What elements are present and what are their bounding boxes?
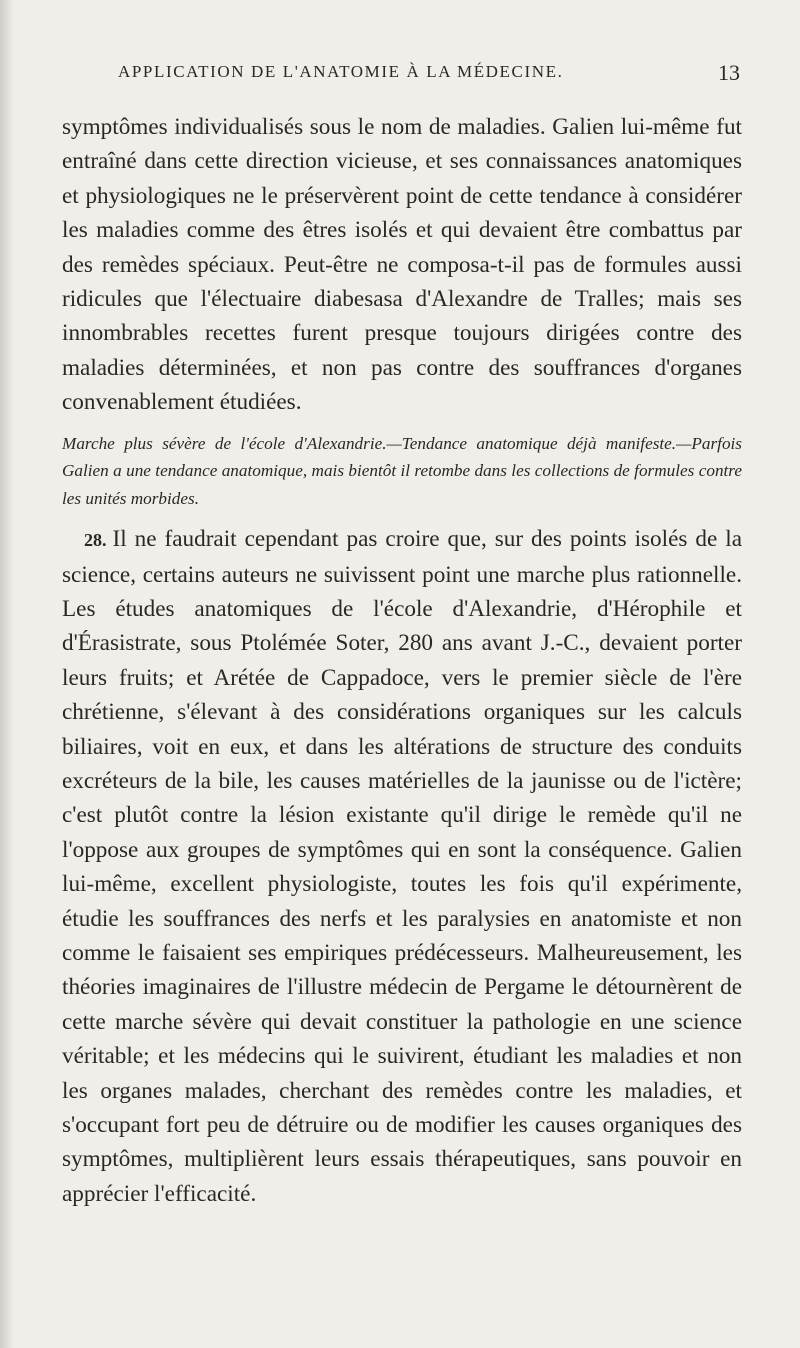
paragraph-continued: symptômes individualisés sous le nom de maladies. Galien lui-même fut entraîné dans cette direction vicieuse, et ses connaissances anatomiques et physiologiques ne le préservèrent point de cette tendance à considérer les maladies comme des êtres isolés et qui devaient être combattus par des remèdes spéciaux. Peut-être ne composa-t-il pas de formules aussi ridicules que l'électuaire diabesasa d'Alexandre de Tralles; mais ses innombrables recettes furent presque toujours dirigées contre des maladies déterminées, et non pas contre des souffrances d'organes convenablement étudiées. xyxy=(62,114,742,416)
paragraph-28 xyxy=(62,522,742,1211)
paragraph-number: 28. xyxy=(84,530,107,551)
page-number: 13 xyxy=(718,60,740,85)
marginal-summary: Marche plus sévère de l'école d'Alexandrie.—Tendance anatomique déjà manifeste.—Parfois Galien a une tendance anatomique, mais bientôt il retombe dans les collections de formules contre les unités morbides. xyxy=(62,433,742,508)
page-edge-shadow xyxy=(0,0,14,1348)
running-title: APPLICATION DE L'ANATOMIE À LA MÉDECINE. xyxy=(118,62,564,81)
paragraph-28-text: Il ne faudrait cependant pas croire que, sur des points isolés de la science, certains auteurs ne suivissent point une marche plus rationnelle. Les études anatomiques de l'école d'Alexandrie, d'Hérophile et d'Érasistrate, sous Ptolémée Soter, 280 ans avant J.-C., devaient porter leurs fruits; et Arétée de Cappadoce, vers le premier siècle de l'ère chrétienne, s'élevant à des considérations organiques sur les calculs biliaires, voit en eux, et dans les altérations de structure des conduits excréteurs de la bile, les causes matérielles de la jaunisse ou de l'ictère; c'est plutôt contre la lésion existante qu'il dirige le remède qu'il ne l'oppose aux groupes de symptômes qui en sont la conséquence. Galien lui-même, excellent physiologiste, toutes les fois qu'il expérimente, étudie les souffrances des nerfs et les paralysies en anatomiste et non comme le faisaient ses empiriques prédécesseurs. Malheureusement, les théories imaginaires de l'illustre médecin de Pergame le détournèrent de cette marche sévère qui devait constituer la pathologie en une science véritable; et les médecins qui le suivirent, étudiant les maladies et non les organes malades, cherchant des remèdes contre les maladies, et s'occupant fort peu de détruire ou de modifier les causes organiques des symptômes, multiplièrent leurs essais thérapeutiques, sans pouvoir en apprécier l'efficacité. xyxy=(62,526,742,1207)
body-text xyxy=(62,110,742,1211)
running-head xyxy=(118,62,740,92)
